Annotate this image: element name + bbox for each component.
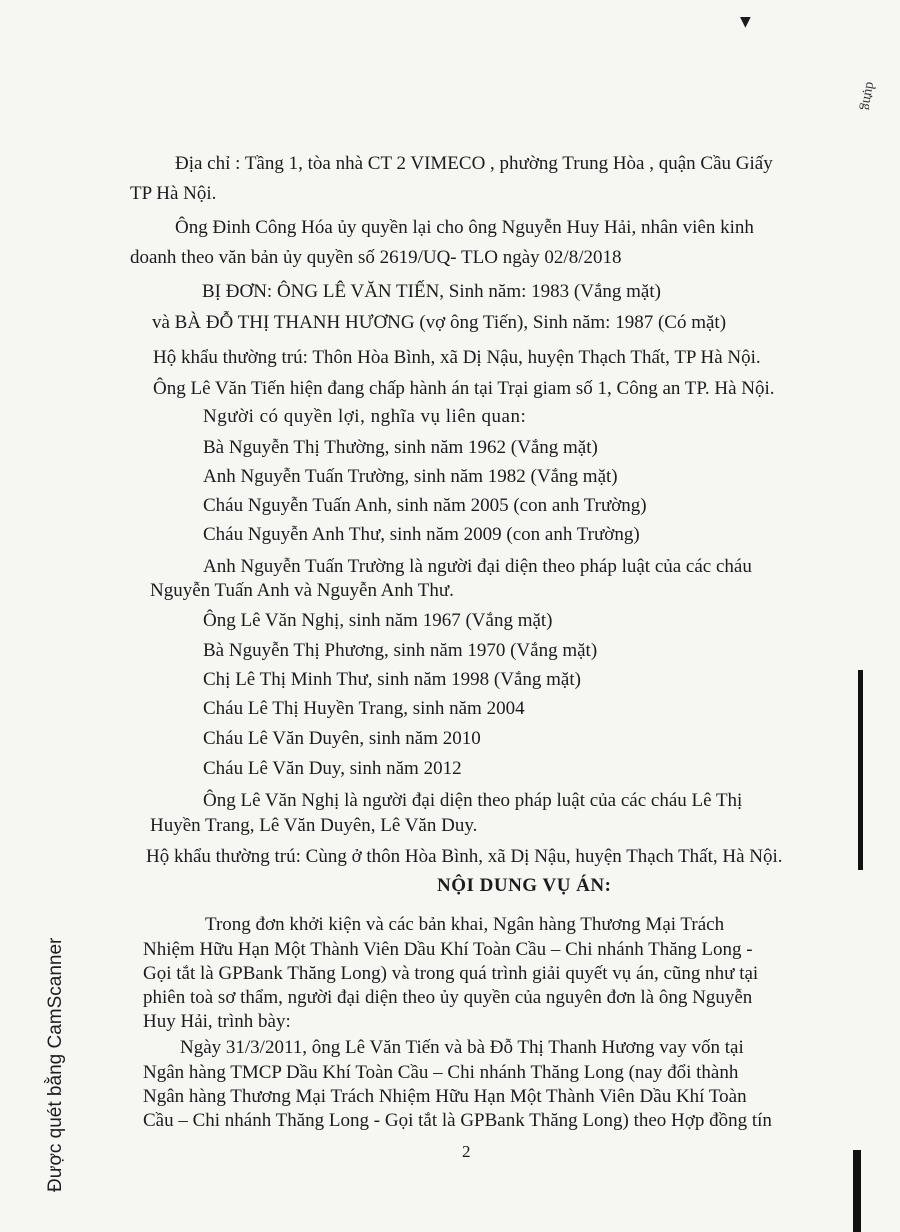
shared-residence-line: Hộ khẩu thường trú: Cùng ở thôn Hòa Bình, xã Dị Nậu, huyện Thạch Thất, Hà Nội.	[146, 846, 783, 867]
party-10: Cháu Lê Văn Duy, sinh năm 2012	[203, 758, 462, 779]
body-line-5: Huy Hải, trình bày:	[143, 1011, 291, 1032]
body-line-6: Ngày 31/3/2011, ông Lê Văn Tiến và bà Đỗ Thị Thanh Hương vay vốn tại	[180, 1037, 744, 1058]
page-number: 2	[462, 1142, 471, 1161]
party-6: Bà Nguyễn Thị Phương, sinh năm 1970 (Vắng mặt)	[203, 640, 598, 661]
camscanner-watermark: Được quét bằng CamScanner	[45, 937, 66, 1192]
related-parties-heading: Người có quyền lợi, nghĩa vụ liên quan:	[203, 406, 527, 427]
party-9: Cháu Lê Văn Duyên, sinh năm 2010	[203, 728, 481, 749]
defendant-line-2: và BÀ ĐỖ THỊ THANH HƯƠNG (vợ ông Tiến), Sinh năm: 1987 (Có mặt)	[152, 312, 727, 333]
address-line-1: Địa chỉ : Tầng 1, tòa nhà CT 2 VIMECO , phường Trung Hòa , quận Cầu Giấy	[175, 153, 773, 174]
address-line-2: TP Hà Nội.	[130, 183, 217, 204]
authorization-line-2: doanh theo văn bản ủy quyền số 2619/UQ- TLO ngày 02/8/2018	[130, 247, 622, 268]
party-8: Cháu Lê Thị Huyền Trang, sinh năm 2004	[203, 698, 525, 719]
scan-edge-shadow-top	[858, 670, 863, 870]
scan-edge-shadow-bottom	[853, 1150, 861, 1232]
corner-handwriting: dựng	[858, 80, 879, 112]
residence-line: Hộ khẩu thường trú: Thôn Hòa Bình, xã Dị Nậu, huyện Thạch Thất, TP Hà Nội.	[153, 347, 761, 368]
body-line-7: Ngân hàng TMCP Dầu Khí Toàn Cầu – Chi nhánh Thăng Long (nay đổi thành	[143, 1062, 739, 1083]
body-line-3: Gọi tắt là GPBank Thăng Long) và trong quá trình giải quyết vụ án, cũng như tại	[143, 963, 759, 984]
body-line-2: Nhiệm Hữu Hạn Một Thành Viên Dầu Khí Toàn Cầu – Chi nhánh Thăng Long -	[143, 939, 753, 960]
body-line-9: Cầu – Chi nhánh Thăng Long - Gọi tắt là GPBank Thăng Long) theo Hợp đồng tín	[143, 1110, 772, 1131]
triangle-mark: ▼	[740, 14, 751, 30]
representative-line-1: Anh Nguyễn Tuấn Trường là người đại diện theo pháp luật của các cháu	[203, 556, 752, 577]
authorization-line-1: Ông Đinh Công Hóa ủy quyền lại cho ông Nguyễn Huy Hải, nhân viên kinh	[175, 217, 754, 238]
party-5: Ông Lê Văn Nghị, sinh năm 1967 (Vắng mặt)	[203, 610, 553, 631]
case-content-heading: NỘI DUNG VỤ ÁN:	[437, 875, 612, 896]
party-2: Anh Nguyễn Tuấn Trường, sinh năm 1982 (Vắng mặt)	[203, 466, 618, 487]
representative-line-4: Huyền Trang, Lê Văn Duyên, Lê Văn Duy.	[150, 815, 478, 836]
detention-line: Ông Lê Văn Tiến hiện đang chấp hành án tại Trại giam số 1, Công an TP. Hà Nội.	[153, 378, 775, 399]
party-4: Cháu Nguyễn Anh Thư, sinh năm 2009 (con anh Trường)	[203, 524, 640, 545]
party-7: Chị Lê Thị Minh Thư, sinh năm 1998 (Vắng mặt)	[203, 669, 581, 690]
representative-line-2: Nguyễn Tuấn Anh và Nguyễn Anh Thư.	[150, 580, 454, 601]
party-1: Bà Nguyễn Thị Thường, sinh năm 1962 (Vắng mặt)	[203, 437, 598, 458]
body-line-8: Ngân hàng Thương Mại Trách Nhiệm Hữu Hạn Một Thành Viên Dầu Khí Toàn	[143, 1086, 747, 1107]
party-3: Cháu Nguyễn Tuấn Anh, sinh năm 2005 (con anh Trường)	[203, 495, 647, 516]
body-line-1: Trong đơn khởi kiện và các bản khai, Ngân hàng Thương Mại Trách	[205, 914, 725, 935]
defendant-line-1: BỊ ĐƠN: ÔNG LÊ VĂN TIẾN, Sinh năm: 1983 (Vắng mặt)	[202, 281, 661, 302]
representative-line-3: Ông Lê Văn Nghị là người đại diện theo pháp luật của các cháu Lê Thị	[203, 790, 743, 811]
body-line-4: phiên toà sơ thẩm, người đại diện theo ủy quyền của nguyên đơn là ông Nguyễn	[143, 987, 753, 1008]
